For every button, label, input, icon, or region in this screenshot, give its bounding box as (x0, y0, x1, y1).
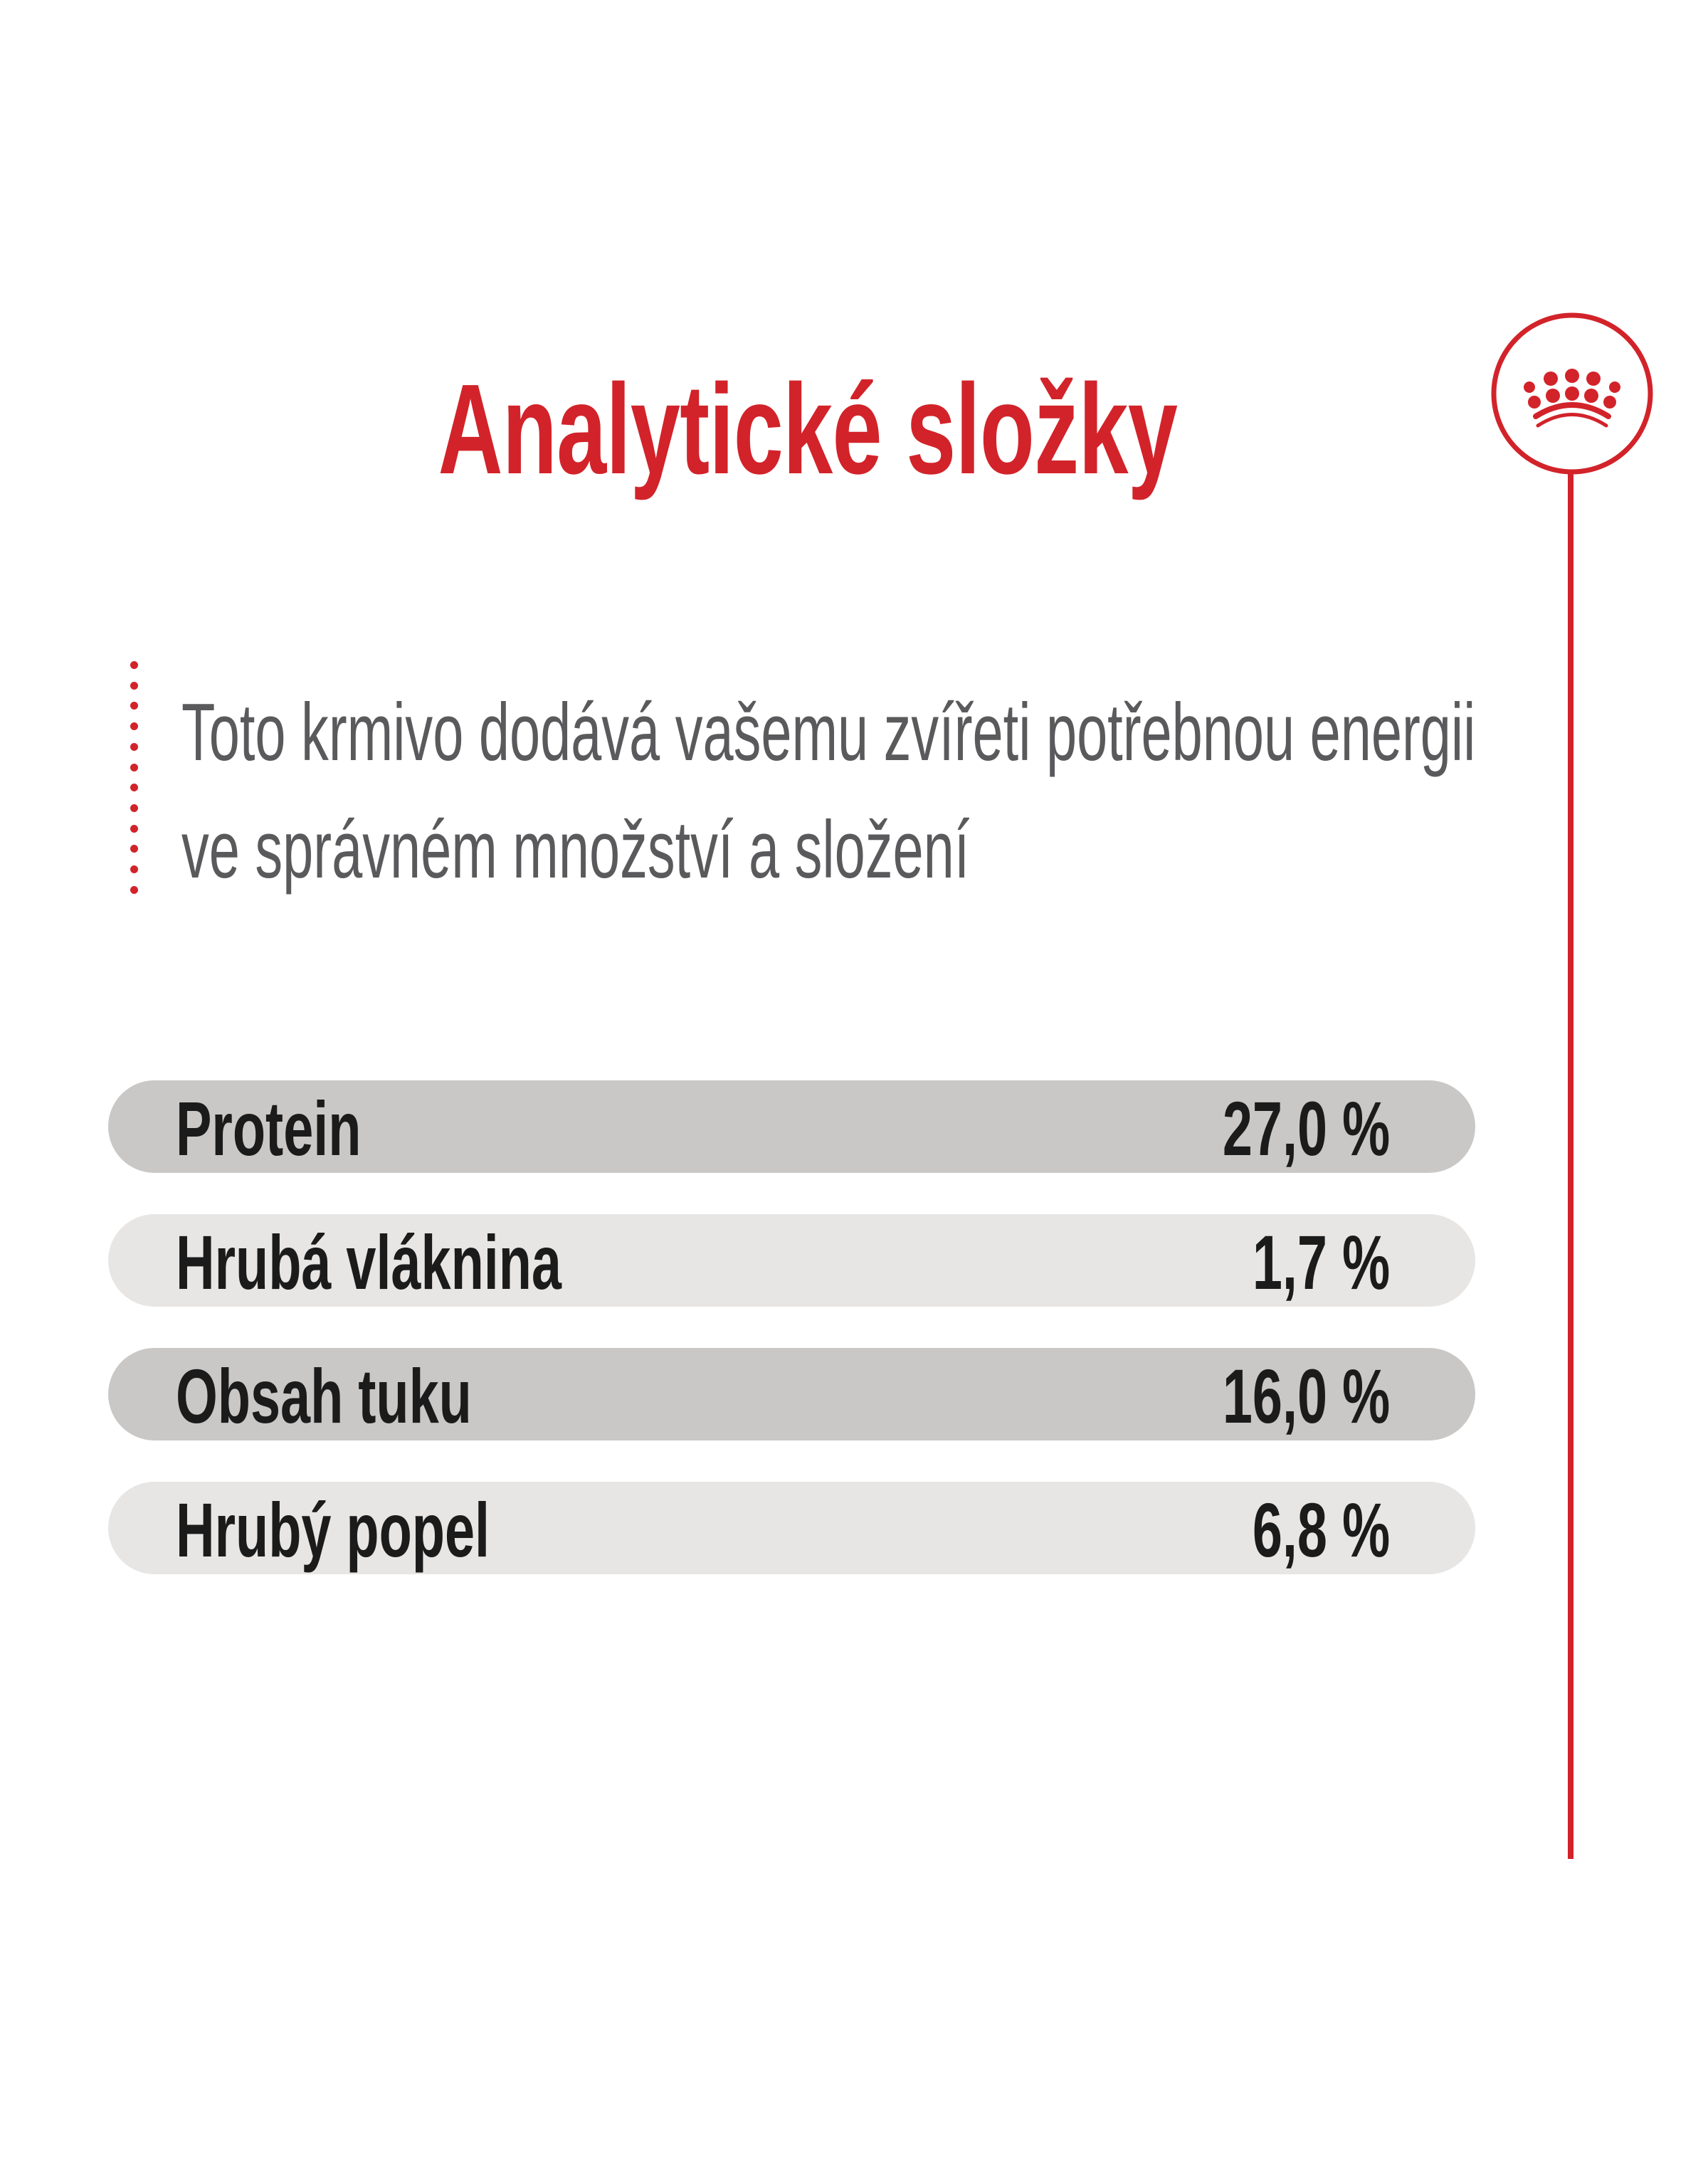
analysis-table (108, 1080, 1475, 1616)
row-label: Protein (176, 1085, 362, 1171)
row-value: 6,8 % (1252, 1487, 1390, 1573)
table-row (108, 1482, 1475, 1574)
row-value: 1,7 % (1252, 1219, 1390, 1305)
dotted-accent-line (130, 661, 138, 894)
intro-line-2: ve správném množství a složení (181, 805, 970, 895)
row-label: Obsah tuku (176, 1353, 472, 1439)
page-title (0, 358, 1615, 501)
table-row (108, 1214, 1475, 1307)
brand-logo (1488, 310, 1656, 478)
dot-icon (130, 743, 138, 751)
dot-icon (130, 845, 138, 853)
page-title-text: Analytické složky (438, 358, 1178, 501)
dot-icon (130, 865, 138, 873)
dot-icon (130, 804, 138, 812)
dot-icon (130, 825, 138, 833)
royal-canin-crown-icon (1488, 310, 1656, 478)
row-value: 27,0 % (1222, 1085, 1390, 1171)
row-label: Hrubý popel (176, 1487, 490, 1573)
dot-icon (130, 764, 138, 771)
dot-icon (130, 722, 138, 730)
row-label: Hrubá vláknina (176, 1219, 562, 1305)
dot-icon (130, 702, 138, 710)
dot-icon (130, 886, 138, 894)
row-value: 16,0 % (1222, 1353, 1390, 1439)
intro-text (181, 674, 1708, 909)
dot-icon (130, 682, 138, 690)
dot-icon (130, 784, 138, 791)
intro-line-1: Toto krmivo dodává vašemu zvířeti potřebnou energii (181, 687, 1476, 778)
table-row (108, 1348, 1475, 1440)
table-row (108, 1080, 1475, 1173)
dot-icon (130, 661, 138, 669)
